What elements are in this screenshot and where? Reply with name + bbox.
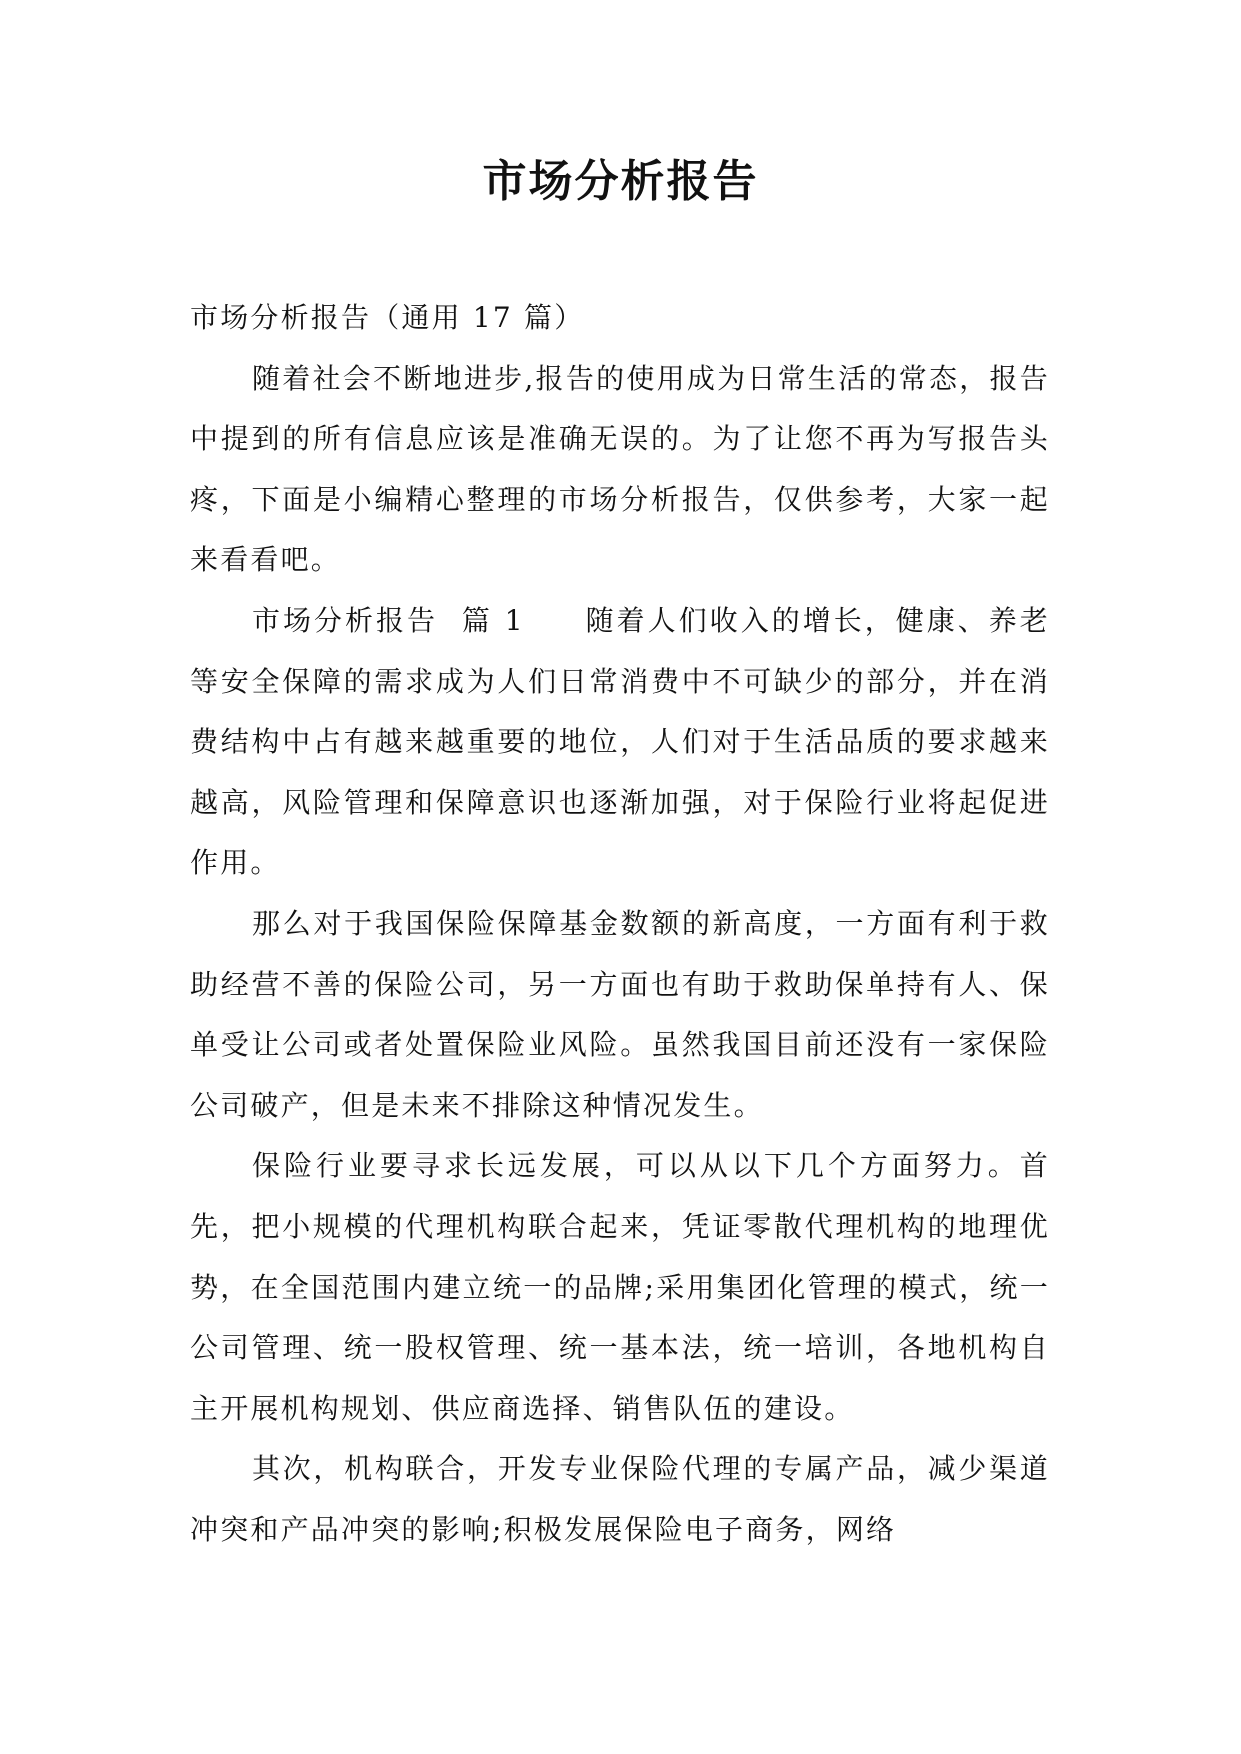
document-body xyxy=(190,288,1050,1560)
document-title: 市场分析报告 xyxy=(482,156,759,207)
body-paragraph: 其次，机构联合，开发专业保险代理的专属产品，减少渠道冲突和产品冲突的影响;积极发展保险电子商务，网络 xyxy=(190,1452,1050,1546)
body-paragraph: 那么对于我国保险保障基金数额的新高度，一方面有利于救助经营不善的保险公司，另一方面也有助于救助保单持有人、保单受让公司或者处置保险业风险。虽然我国目前还没有一家保险公司破产，但是未来不排除这种情况发生。 xyxy=(190,906,1050,1122)
document-subtitle: 市场分析报告（通用 17 篇） xyxy=(190,301,585,334)
section-heading: 市场分析报告 篇 1 xyxy=(252,603,525,637)
intro-paragraph: 随着社会不断地进步,报告的使用成为日常生活的常态，报告中提到的所有信息应该是准确无误的。为了让您不再为写报告头疼，下面是小编精心整理的市场分析报告，仅供参考，大家一起来看看吧。 xyxy=(190,361,1050,577)
body-paragraph: 保险行业要寻求长远发展，可以从以下几个方面努力。首先，把小规模的代理机构联合起来，凭证零散代理机构的地理优势，在全国范围内建立统一的品牌;采用集团化管理的模式，统一公司管理、统一股权管理、统一基本法，统一培训，各地机构自主开展机构规划、供应商选择、销售队伍的建设。 xyxy=(190,1149,1050,1425)
body-paragraph: 随着人们收入的增长，健康、养老等安全保障的需求成为人们日常消费中不可缺少的部分，并在消费结构中占有越来越重要的地位，人们对于生活品质的要求越来越高，风险管理和保障意识也逐渐加强，对于保险行业将起促进作用。 xyxy=(190,603,1050,880)
section-1-first-paragraph xyxy=(190,591,1050,894)
